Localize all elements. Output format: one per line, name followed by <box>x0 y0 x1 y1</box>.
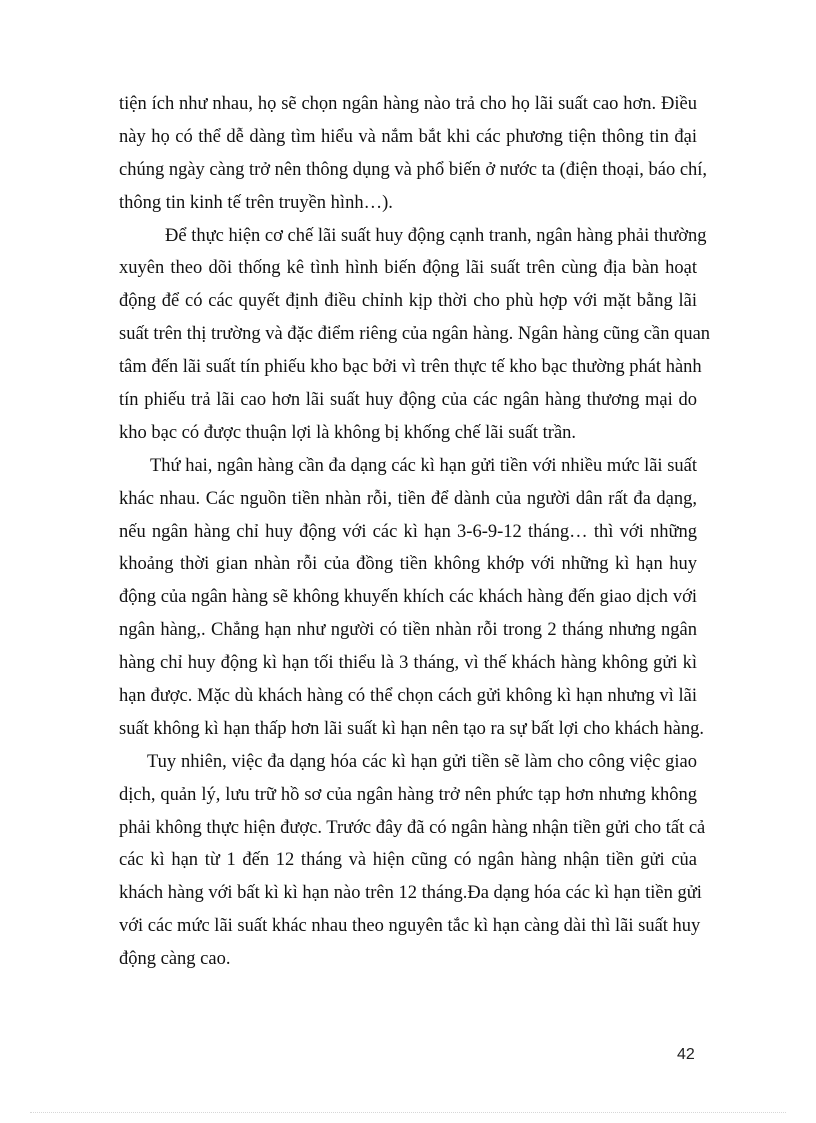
text-line: xuyên theo dõi thống kê tình hình biến động lãi suất trên cùng địa bàn hoạt <box>119 258 697 279</box>
paragraph <box>119 746 706 976</box>
text-line: động để có các quyết định điều chỉnh kịp thời cho phù hợp với mặt bằng lãi <box>119 291 697 312</box>
text-line: hạn được. Mặc dù khách hàng có thể chọn cách gửi không kì hạn nhưng vì lãi <box>119 686 697 707</box>
text-line: suất trên thị trường và đặc điểm riêng của ngân hàng. Ngân hàng cũng cần quan <box>119 324 711 345</box>
paragraph <box>119 450 704 746</box>
paragraph <box>119 220 711 450</box>
text-line: với các mức lãi suất khác nhau theo nguyên tắc kì hạn càng dài thì lãi suất huy <box>119 916 701 937</box>
body-text <box>119 88 711 976</box>
text-line: động của ngân hàng sẽ không khuyến khích các khách hàng đến giao dịch với <box>119 587 697 608</box>
text-line: tiện ích như nhau, họ sẽ chọn ngân hàng nào trả cho họ lãi suất cao hơn. Điều <box>119 94 697 114</box>
text-line: nếu ngân hàng chỉ huy động với các kì hạn 3-6-9-12 tháng… thì với những <box>119 521 697 542</box>
paragraph <box>119 88 708 220</box>
text-line: thông tin kinh tế trên truyền hình…). <box>119 192 393 213</box>
text-line: Tuy nhiên, việc đa dạng hóa các kì hạn gửi tiền sẽ làm cho công việc giao <box>147 751 697 772</box>
text-line: Thứ hai, ngân hàng cần đa dạng các kì hạn gửi tiền với nhiều mức lãi suất <box>150 455 697 476</box>
text-line: suất không kì hạn thấp hơn lãi suất kì hạn nên tạo ra sự bất lợi cho khách hàng. <box>119 718 704 739</box>
text-line: khác nhau. Các nguồn tiền nhàn rỗi, tiền để dành của người dân rất đa dạng, <box>119 488 697 509</box>
text-line: khách hàng với bất kì kì hạn nào trên 12 tháng.Đa dạng hóa các kì hạn tiền gửi <box>119 883 702 904</box>
text-line: tâm đến lãi suất tín phiếu kho bạc bởi vì trên thực tế kho bạc thường phát hành <box>119 357 702 378</box>
text-line: động càng cao. <box>119 949 231 970</box>
page-divider <box>30 1112 786 1113</box>
text-line: tín phiếu trả lãi cao hơn lãi suất huy động của các ngân hàng thương mại do <box>119 390 697 411</box>
text-line: phải không thực hiện được. Trước đây đã có ngân hàng nhận tiền gửi cho tất cả <box>119 817 706 838</box>
text-line: ngân hàng,. Chẳng hạn như người có tiền nhàn rỗi trong 2 tháng nhưng ngân <box>119 620 697 641</box>
text-line: này họ có thể dễ dàng tìm hiểu và nắm bắt khi các phương tiện thông tin đại <box>119 126 697 147</box>
text-line: hàng chỉ huy động kì hạn tối thiểu là 3 tháng, vì thế khách hàng không gửi kì <box>119 653 697 674</box>
text-line: các kì hạn từ 1 đến 12 tháng và hiện cũng có ngân hàng nhận tiền gửi của <box>119 850 697 871</box>
text-line: chúng ngày càng trở nên thông dụng và phổ biến ở nước ta (điện thoại, báo chí, <box>119 159 708 180</box>
text-line: khoảng thời gian nhàn rỗi của đồng tiền không khớp với những kì hạn huy <box>119 554 697 575</box>
text-line: kho bạc có được thuận lợi là không bị khống chế lãi suất trần. <box>119 422 577 443</box>
text-line: dịch, quản lý, lưu trữ hồ sơ của ngân hàng trở nên phức tạp hơn nhưng không <box>119 784 697 805</box>
page-number: 42 <box>677 1046 695 1063</box>
text-line: Để thực hiện cơ chế lãi suất huy động cạnh tranh, ngân hàng phải thường <box>165 225 707 246</box>
